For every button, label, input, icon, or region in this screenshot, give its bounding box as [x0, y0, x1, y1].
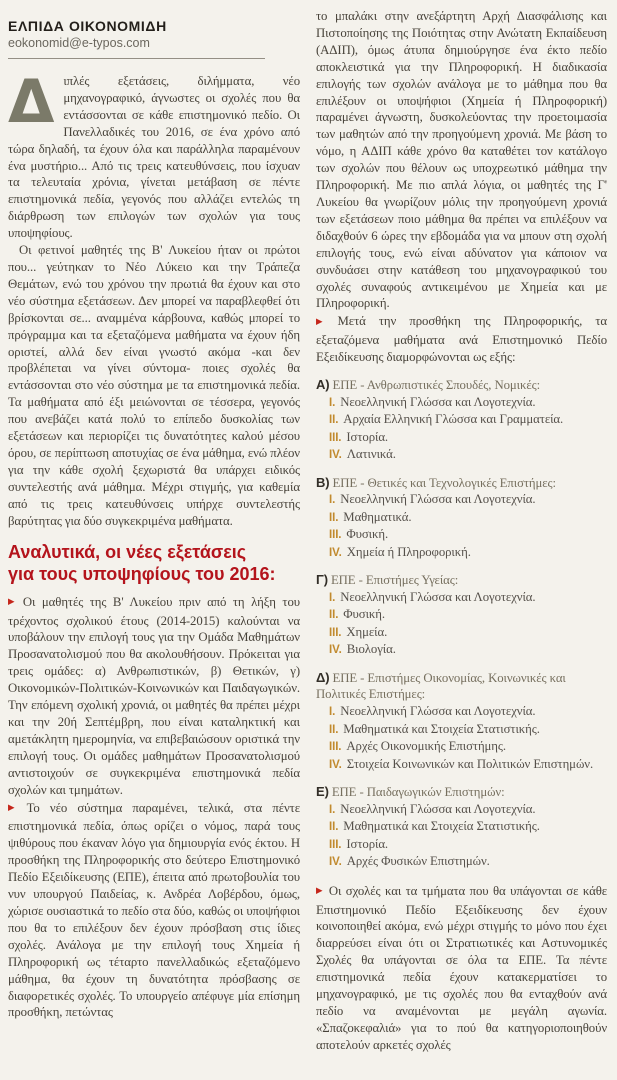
roman-numeral: III. [329, 529, 342, 542]
subhead-line-2: για τους υποψηφίους του 2016: [8, 564, 276, 585]
epe-section-c-letter: Γ) [316, 572, 328, 588]
article-column-left [8, 0, 300, 1080]
roman-numeral: II. [329, 414, 339, 427]
exam-subject-label: Νεοελληνική Γλώσσα και Λογοτεχνία. [340, 394, 536, 409]
roman-numeral: I. [329, 396, 336, 409]
exam-subject-item [316, 429, 607, 447]
epe-section-a [316, 377, 607, 464]
roman-numeral: IV. [329, 758, 342, 771]
exam-subject-item [316, 446, 607, 464]
exam-subject-item [316, 544, 607, 562]
epe-section-b [316, 475, 607, 562]
exam-subject-item [316, 853, 607, 871]
exam-subject-item [316, 818, 607, 836]
article-subhead [8, 542, 300, 585]
roman-numeral: IV. [329, 449, 342, 462]
bullet-paragraph-2 [8, 800, 300, 1022]
epe-section-e-letter: Ε) [316, 784, 329, 799]
epe-section-c-title-text: ΕΠΕ - Επιστήμες Υγείας: [330, 573, 459, 588]
epe-section-a-letter: Α) [316, 377, 330, 393]
paragraph-second: Οι φετινοί μαθητές της Β' Λυκείου ήταν οι πρώτοι που... γεύτηκαν το Νέο Λύκειο και την Τράπεζα Θεμάτων, ενώ του χρόνου την πρωτιά θα έχουν και στο νέο σύστημα εξετάσεων. Δεν μπορεί να παραβλεφθεί ότι βρίσκονται σε... αναμμένα κάρβουνα, καθώς μπορεί το πρόγραμμα και τα εξεταζόμενα μαθήματα να έχουν ήδη οριστεί, αλλά δεν είναι γνωστό ακόμα -και δεν προβλέπεται να γίνει σύντομα- ποιες σχολές θα εντάσσονται στο νέο σύστημα με τα επιστημονικά πεδία. Τα μαθήματα από έξι μειώνονται σε τέσσερα, γεγονός που ανεβάζει κατά πολύ το επίπεδο δυσκολίας των εξετάσεων και περιορίζει τις δυνατότητες καλού μέσου όρου, σε περίπτωση αποτυχίας σε ένα μάθημα, ενώ πλέον για την κάθε σχολή ξεχωριστά θα υπάρχει ειδικός συντελεστής ανά μάθημα. Μέχρι στιγμής, για καθεμία από τις τρεις κατευθύνσεις υπήρχε συντελεστής βαρύτητας για δύο συγκεκριμένα μαθήματα. [8, 243, 300, 528]
exam-subject-item [316, 836, 607, 854]
exam-subject-label: Ιστορία. [346, 429, 389, 444]
exam-subject-label: Μαθηματικά και Στοιχεία Στατιστικής. [343, 819, 540, 834]
exam-subject-label: Χημεία ή Πληροφορική. [346, 544, 471, 559]
exam-subject-label: Χημεία. [346, 624, 388, 639]
epe-section-d [316, 670, 607, 773]
roman-numeral: I. [329, 494, 336, 507]
roman-numeral: I. [329, 591, 336, 604]
exam-subject-item [316, 721, 607, 739]
exam-subject-label: Αρχές Οικονομικής Επιστήμης. [346, 739, 506, 753]
exam-subject-label: Φυσική. [346, 527, 389, 542]
epe-section-b-title-text: ΕΠΕ - Θετικές και Τεχνολογικές Επιστήμες: [332, 475, 556, 490]
exam-subject-item [316, 801, 607, 819]
exam-subject-label: Νεοελληνική Γλώσσα και Λογοτεχνία. [340, 589, 536, 604]
roman-numeral: I. [329, 706, 336, 718]
bullet-paragraph-4 [316, 883, 607, 1054]
bullet-arrow-icon: ▶ [8, 597, 18, 608]
bullet-arrow-icon: ▶ [316, 316, 333, 327]
roman-numeral: III. [329, 626, 342, 639]
bullet-paragraph-1-text: Οι μαθητές της Β' Λυκείου πριν από τη λήξη του τρέχοντος σχολικού έτους (2014-2015) καλούνται να υποβάλουν την επιλογή τους για την Ομάδα Μαθημάτων Προσανατολισμού που θα ακολουθήσουν. Πρόκειται για τρεις ομάδες: α) Ανθρωπιστικών, β) Θετικών, γ) Οικονομικών-Πολιτικών-Κοινωνικών και Παιδαγωγικών. Την επόμενη σχολική χρονιά, οι μαθητές θα πρέπει μέχρι και την 20ή Σεπτέμβρη, που είναι καταληκτική και αμετάκλητη ημερομηνία, να επιβεβαιώσουν οριστικά την επιλογή τους. Οι ομάδες μαθημάτων Προσανατολισμού αντιστοιχούν σε συγκεκριμένα επιστημονικά πεδία σχολών και τμημάτων. [8, 594, 300, 797]
epe-section-a-title [316, 377, 607, 394]
exam-subject-label: Νεοελληνική Γλώσσα και Λογοτεχνία. [340, 492, 536, 507]
exam-subject-item [316, 589, 607, 607]
roman-numeral: IV. [329, 644, 342, 657]
epe-section-c-title [316, 572, 607, 589]
paragraph-lead [8, 67, 300, 242]
epe-section-d-title [316, 670, 607, 703]
bullet-paragraph-3-text: Μετά την προσθήκη της Πληροφορικής, τα εξεταζόμενα μαθήματα ανά Επιστημονικό Πεδίο Εξειδίκευσης διαμορφώνονται ως εξής: [316, 314, 607, 365]
roman-numeral: II. [329, 723, 339, 736]
bullet-arrow-icon: ▶ [316, 886, 324, 897]
article-column-right [316, 0, 607, 1080]
exam-subject-item [316, 394, 607, 412]
epe-section-b-title [316, 475, 607, 492]
exam-subject-label: Νεοελληνική Γλώσσα και Λογοτεχνία. [340, 801, 536, 816]
exam-subject-label: Νεοελληνική Γλώσσα και Λογοτεχνία. [340, 704, 536, 718]
exam-subject-label: Αρχές Φυσικών Επιστημών. [346, 854, 490, 869]
epe-section-a-title-text: ΕΠΕ - Ανθρωπιστικές Σπουδές, Νομικές: [332, 378, 541, 393]
paragraph-lead-text: ιπλές εξετάσεις, διλήμματα, νέο μηχανογραφικό, άγνωστες οι σχολές που θα εντάσσονται σε κάθε επιστημονικό πεδίο. Οι Πανελλαδικές του 2016, σε ένα χρόνο από τώρα δηλαδή, τα έχουν όλα και παράλληλα παραμένουν ένα μυστήριο... Από τις τρεις κατευθύνσεις, που ίσχυαν τα τελευταία χρόνια, γίνεται μετάβαση σε πέντε επιστημονικά πεδία, γεγονός που αλλάζει εντελώς τη διάρθρωση των επιλογών των σχολών για τους υποψηφίους. [8, 74, 300, 241]
exam-subject-label: Μαθηματικά. [343, 509, 412, 524]
bullet-paragraph-4-text: Οι σχολές και τα τμήματα που θα υπάγονται σε κάθε Επιστημονικό Πεδίο Εξειδίκευσης δεν έχουν κοινοποιηθεί ακόμα, ενώ μέχρι στιγμής το μόνο που έχει διαρρεύσει είναι ότι οι Στρατιωτικές και Αστυνομικές Σχολές θα υπάγονται σε όλα τα ΕΠΕ. Τα πέντε επιστημονικά πεδία έχουν κατακερματίσει το μηχανογραφικό, με τις σχολές που θα ενταχθούν ανά πεδίο να αναμένονται με μεγάλη αγωνία. «Σπαζοκεφαλιά» για το πού θα κατηγοριοποιηθούν αποτελούν αρκετές σχολές [316, 883, 607, 1052]
roman-numeral: IV. [329, 546, 342, 559]
epe-section-e-title [316, 784, 607, 801]
author-name: ΕΛΠΙΔΑ ΟΙΚΟΝΟΜΙΔΗ [8, 18, 167, 34]
bullet-paragraph-3 [316, 313, 607, 366]
dropcap-letter: Δ [8, 67, 55, 137]
exam-subject-label: Στοιχεία Κοινωνικών και Πολιτικών Επιστημών. [346, 756, 594, 771]
epe-section-c [316, 572, 607, 659]
epe-section-d-letter: Δ) [316, 669, 330, 685]
exam-subject-label: Μαθηματικά και Στοιχεία Στατιστικής. [343, 721, 540, 736]
exam-subject-item [316, 526, 607, 544]
exam-subject-label: Φυσική. [343, 607, 385, 622]
roman-numeral: III. [329, 741, 342, 753]
exam-subject-item [316, 756, 607, 774]
epe-section-e-title-text: ΕΠΕ - Παιδαγωγικών Επιστημών: [331, 785, 505, 799]
roman-numeral: III. [329, 838, 342, 851]
exam-subject-item [316, 411, 607, 429]
exam-subject-label: Λατινικά. [346, 447, 396, 462]
bullet-paragraph-2-text: Το νέο σύστημα παραμένει, τελικά, στα πέντε επιστημονικά πεδία, όπως ορίζει ο νόμος, παρά τους ψιθύρους που έκαναν λόγο για δημιουργία ενός έκτου. Η προσθήκη της Πληροφορικής στο δεύτερο Επιστημονικό Πεδίο Εξειδίκευσης (ΕΠΕ), έπειτα από πρωτοβουλία του νυν υπουργού Παιδείας, κ. Ανδρέα Λοβέρδου, όμως, χώρισε ουσιαστικά το πεδίο στα δύο, καθώς οι υποψήφιοι που θα το επιλέξουν δεν έχουν πρόσβαση στις ίδιες σχολές. Ανάλογα με την επιλογή τους Χημεία ή Πληροφορική ως τέταρτο πανελλαδικώς εξεταζόμενο μάθημα, θα έχουν τη δυνατότητα πρόσβασης σε διαφορετικές σχολές. Το υπουργείο απέφυγε μία επίσημη προσθήκη, πετώντας [8, 800, 301, 1020]
exam-subject-item [316, 606, 607, 624]
epe-section-d-title-text: ΕΠΕ - Επιστήμες Οικονομίας, Κοινωνικές και Πολιτικές Επιστήμες: [316, 670, 566, 702]
exam-subject-label: Βιολογία. [346, 642, 396, 657]
epe-section-e [316, 784, 607, 871]
roman-numeral: II. [329, 511, 339, 524]
subhead-line-1: Αναλυτικά, οι νέες εξετάσεις [8, 542, 247, 563]
roman-numeral: I. [329, 803, 336, 816]
epe-section-b-letter: Β) [316, 474, 330, 490]
exam-subject-item [316, 703, 607, 721]
bullet-arrow-icon: ▶ [8, 803, 22, 814]
byline-divider [8, 58, 265, 59]
roman-numeral: II. [329, 609, 339, 622]
byline [8, 0, 300, 59]
author-email: eokonomid@e-typos.com [8, 36, 150, 50]
bullet-paragraph-1 [8, 594, 300, 799]
exam-subject-item [316, 624, 607, 642]
exam-subject-label: Ιστορία. [346, 836, 389, 851]
paragraph-continuation: το μπαλάκι στην ανεξάρτητη Αρχή Διασφάλισης και Πιστοποίησης της Ποιότητας στην Ανώτατη Εκπαίδευση (ΑΔΙΠ), όμως άτυπα δημιούργησε ένα έκτο πεδίο αποκλειστικά για την Πληροφορική. Η διαδικασία επιλογής των σχολών ανάλογα με το μάθημα που θα επιλέξουν οι υποψήφιοι (Χημεία ή Πληροφορική) παραμένει άγνωστη, δυσκολεύοντας την προετοιμασία των μαθητών από την προηγούμενη χρονιά. Με βάση το νόμο, η ΑΔΙΠ κάθε χρόνο θα καταθέτει τον κατάλογο των σχολών που θέλουν ως υποχρεωτικό μάθημα την Πληροφορική. Με πιο απλά λόγια, οι μαθητές της Γ' Λυκείου θα γνωρίζουν μόλις την προηγούμενη χρονιά των εξετάσεων ποιο μάθημα θα πρέπει να επιλέξουν να διδαχθούν 6 ώρες την εβδομάδα για να μπουν στη σχολή επιλογής τους, ενώ είναι αδύνατον για κάποιον να συνδυάσει στην κατάθεση του μηχανογραφικού του σχολές συναφούς αντικειμένου με Χημεία και με Πληροφορική. [316, 9, 607, 311]
exam-subject-item [316, 738, 607, 756]
roman-numeral: II. [329, 821, 339, 834]
exam-subject-item [316, 491, 607, 509]
exam-subject-item [316, 509, 607, 527]
roman-numeral: III. [329, 431, 342, 444]
roman-numeral: IV. [329, 856, 342, 869]
exam-subject-label: Αρχαία Ελληνική Γλώσσα και Γραμματεία. [343, 412, 564, 427]
exam-subject-item [316, 641, 607, 659]
